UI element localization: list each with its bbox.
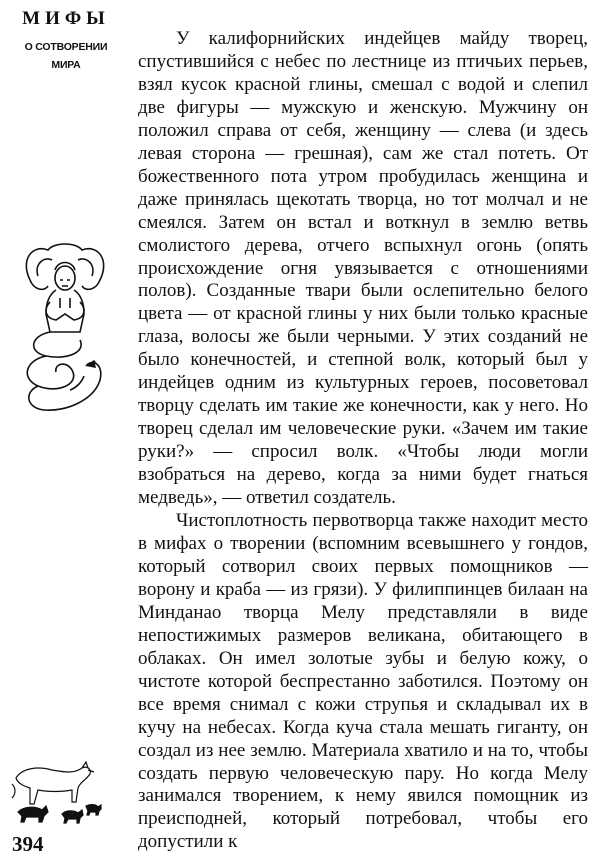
running-header-subtitle-line2: МИРА — [51, 59, 81, 71]
running-header-subtitle — [4, 38, 128, 74]
paragraph-2: Чистоплотность первотворца также находит место в мифах о творении (вспомним всевышнего у гондов, который сотворил своих первых помощников — ворону и краба — из грязи). У филиппинцев билаан на Минданао творца Мелу представляли в виде непостижимых размеров великана, обитающего в облаках. Он имел золотые зубы и белую кожу, о чистоте которой беспрестанно заботился. Поэтому он все время снимал с кожи струпья и складывал их в кучу на небесах. Когда куча стала мешать гиганту, он создал из нее землю. Материала хватило и на то, чтобы создать первую человеческую пару. Но когда Мелу занимался творением, к нему явился помощник из преисподней, который потребовал, чтобы его допустили к — [138, 510, 588, 853]
page-number: 394 — [12, 832, 44, 856]
rock-art-animals-icon — [8, 758, 103, 826]
paragraph-1: У калифорнийских индейцев майду творец, спустившийся с небес по лестнице из птичьих перьев, взял кусок красной глины, смешал с водой и слепил две фигуры — мужскую и женскую. Мужчину он положил справа от себя, женщину — слева (и здесь левая сторона — грешная), сам же стал потеть. От божественного пота утром пробудилась женщина и даже принялась щекотать творца, но тот молчал и не смеялся. Затем он встал и воткнул в землю ветвь смолистого дерева, отчего вспыхнул огонь (опять происхождение огня увязывается с отношениями полов). Созданные твари были ослепительно белого цвета — от красной глины у них были только красные глаза, волосы же были черными. У этих созданий не было конечностей, и степной волк, который был у индейцев одним из культурных героев, посоветовал творцу сделать им такие же конечности, как у него. Но творец сделал им человеческие руки. «Зачем им такие руки?» — спросил волк. «Чтобы люди могли взобраться на дерево, когда за ними будет гнаться медведь», — ответил создатель. — [138, 28, 588, 509]
page-margin-sidebar — [0, 0, 130, 866]
running-header-subtitle-line1: О СОТВОРЕНИИ — [24, 41, 108, 53]
running-header-title: МИФЫ — [22, 8, 110, 29]
body-text — [138, 28, 588, 854]
deity-on-serpent-icon — [10, 240, 120, 415]
